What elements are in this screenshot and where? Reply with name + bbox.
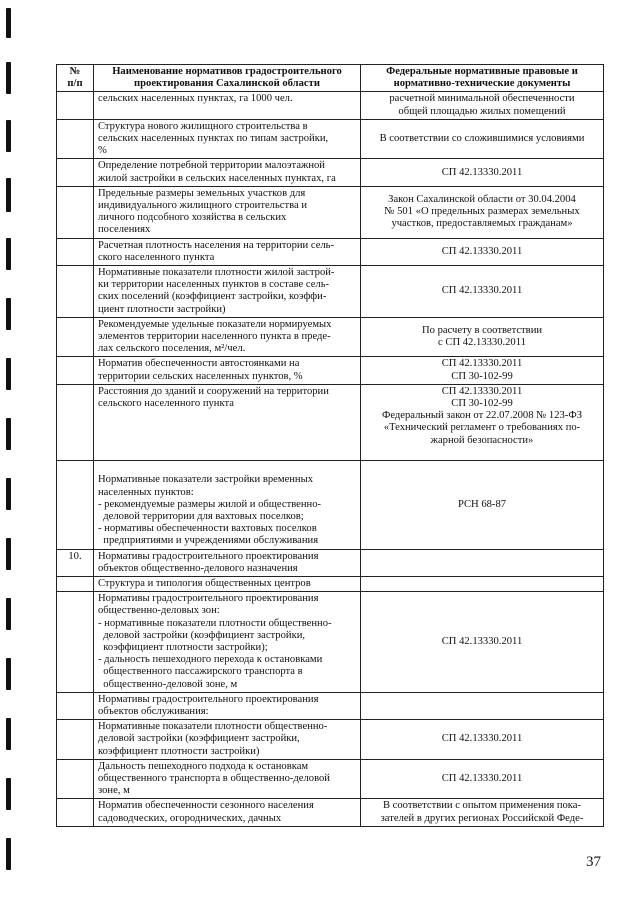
standards-table xyxy=(56,64,604,827)
federal-document-line xyxy=(365,578,599,590)
table-header-row xyxy=(57,65,604,92)
standard-name xyxy=(94,461,361,549)
federal-document-line: № 501 «О предельных размерах земельных xyxy=(384,206,580,218)
standard-name-line: предприятиями и учреждениями обслуживания xyxy=(98,535,319,547)
federal-document xyxy=(361,266,604,318)
standard-name-line: общественно-деловых зон: xyxy=(98,605,220,617)
table-row xyxy=(57,799,604,826)
federal-document-line: СП 42.13330.2011 xyxy=(441,385,523,397)
header-docs-line: нормативно-технические документы xyxy=(393,78,571,90)
federal-document-line: СП 30-102-99 xyxy=(451,398,513,410)
federal-document-line: с СП 42.13330.2011 xyxy=(438,337,526,349)
standard-name xyxy=(94,186,361,238)
standard-name-line: Рекомендуемые удельные показатели нормируемых xyxy=(98,318,332,330)
federal-document-line: СП 42.13330.2011 xyxy=(441,772,523,784)
standard-name-line: ских поселений (коэффициент застройки, коэффи- xyxy=(98,291,327,303)
binder-mark xyxy=(6,718,11,750)
table-row xyxy=(57,720,604,760)
standard-name-line: деловой застройки (коэффициент застройки, xyxy=(98,733,300,745)
standard-name-line: Нормативные показатели плотности жилой застрой- xyxy=(98,267,335,279)
row-number xyxy=(57,759,94,799)
standard-name xyxy=(94,692,361,719)
federal-document-line: СП 42.13330.2011 xyxy=(441,358,523,370)
standard-name-line: Нормативы градостроительного проектирования xyxy=(98,593,319,605)
federal-document xyxy=(361,592,604,693)
federal-document xyxy=(361,92,604,119)
row-number xyxy=(57,799,94,826)
row-number xyxy=(57,384,94,460)
standard-name xyxy=(94,799,361,826)
standard-name xyxy=(94,357,361,384)
standard-name-line: коэффициент плотности застройки); xyxy=(98,641,268,653)
binder-mark xyxy=(6,178,11,212)
federal-document xyxy=(361,119,604,159)
federal-document-line: СП 42.13330.2011 xyxy=(441,285,523,297)
page-number: 37 xyxy=(586,854,601,870)
standard-name-line: общественного транспорта в общественно-деловой xyxy=(98,772,330,784)
standard-name xyxy=(94,759,361,799)
table-row xyxy=(57,266,604,318)
table-row xyxy=(57,384,604,460)
federal-document-line: Федеральный закон от 22.07.2008 № 123-ФЗ xyxy=(381,410,583,422)
standard-name xyxy=(94,720,361,760)
row-number xyxy=(57,238,94,265)
standard-name-line: территории сельских населенных пунктов, % xyxy=(98,370,303,382)
federal-document-line: В соответствии со сложившимися условиями xyxy=(379,133,585,145)
header-standards-name xyxy=(94,65,361,92)
binder-mark xyxy=(6,8,11,38)
standard-name-line: - дальность пешеходного перехода к остановками xyxy=(98,654,323,666)
standard-name-line: коэффициент плотности застройки) xyxy=(98,745,260,757)
standard-name xyxy=(94,576,361,591)
binder-mark xyxy=(6,418,11,450)
standard-name-line: Расстояния до зданий и сооружений на территории xyxy=(98,385,329,397)
standard-name-line xyxy=(98,462,356,474)
standard-name-line: объектов общественно-делового назначения xyxy=(98,562,298,574)
table-row xyxy=(57,317,604,357)
federal-document xyxy=(361,317,604,357)
federal-document-line: СП 30-102-99 xyxy=(451,370,513,382)
row-number xyxy=(57,357,94,384)
header-number-line: № xyxy=(69,66,81,77)
standard-name-line: лах сельского поселения, м²/чел. xyxy=(98,343,246,355)
table-row xyxy=(57,357,604,384)
binder-mark xyxy=(6,538,11,570)
federal-document-line: участков, предоставляемых гражданам» xyxy=(391,218,573,230)
binder-mark xyxy=(6,238,11,270)
federal-document-line xyxy=(365,700,599,712)
header-docs-line: Федеральные нормативные правовые и xyxy=(386,66,578,77)
federal-document xyxy=(361,549,604,576)
standard-name-line: садоводческих, огороднических, дачных xyxy=(98,812,282,824)
federal-document xyxy=(361,384,604,460)
table-row xyxy=(57,576,604,591)
federal-document xyxy=(361,357,604,384)
header-number-line: п/п xyxy=(67,78,83,90)
table-row xyxy=(57,119,604,159)
standard-name xyxy=(94,549,361,576)
row-number: 10. xyxy=(57,549,94,576)
federal-document-line: расчетной минимальной обеспеченности xyxy=(389,93,575,105)
standard-name-line: объектов обслуживания: xyxy=(98,705,209,717)
standard-name-line: циент плотности застройки) xyxy=(98,303,226,315)
binder-mark xyxy=(6,658,11,690)
table-row xyxy=(57,759,604,799)
header-number xyxy=(57,65,94,92)
standard-name-line: ского населенного пункта xyxy=(98,251,215,263)
federal-document-line xyxy=(365,557,599,569)
header-name-line: Наименование нормативов градостроительного xyxy=(112,66,342,77)
row-number xyxy=(57,576,94,591)
row-number xyxy=(57,592,94,693)
standard-name-line: сельских населенных пунктах по типам застройки, xyxy=(98,133,329,145)
standard-name-line: жилой застройки в сельских населенных пунктах, га xyxy=(98,172,336,184)
standard-name xyxy=(94,119,361,159)
row-number xyxy=(57,186,94,238)
federal-document-line xyxy=(365,447,599,459)
federal-document xyxy=(361,461,604,549)
header-name-line: проектирования Сахалинской области xyxy=(134,78,320,90)
table-row xyxy=(57,238,604,265)
binder-mark xyxy=(6,298,11,330)
binder-mark xyxy=(6,838,11,870)
standard-name-line: личного подсобного хозяйства в сельских xyxy=(98,212,287,224)
table-row xyxy=(57,159,604,186)
federal-document-line: В соответствии с опытом применения пока- xyxy=(382,800,582,812)
federal-document-line: СП 42.13330.2011 xyxy=(441,245,523,257)
standard-name-line: общественно-деловой зоне, м xyxy=(98,678,238,690)
standard-name-line: - нормативы обеспеченности вахтовых поселков xyxy=(98,523,317,535)
standard-name-line: ки территории населенных пунктов в составе сель- xyxy=(98,279,330,291)
standard-name-line: зоне, м xyxy=(98,785,130,797)
federal-document-line: По расчету в соответствии xyxy=(421,324,543,336)
standard-name xyxy=(94,384,361,460)
row-number xyxy=(57,720,94,760)
federal-document xyxy=(361,576,604,591)
standard-name xyxy=(94,92,361,119)
row-number xyxy=(57,317,94,357)
binder-mark xyxy=(6,120,11,152)
standard-name-line: деловой территории для вахтовых поселков; xyxy=(98,510,304,522)
standard-name-line: индивидуального жилищного строительства и xyxy=(98,200,308,212)
binder-mark xyxy=(6,478,11,510)
standard-name-line: - нормативные показатели плотности общественно- xyxy=(98,617,332,629)
standard-name-line: Нормативы градостроительного проектирования xyxy=(98,550,319,562)
table-row xyxy=(57,186,604,238)
standard-name xyxy=(94,592,361,693)
row-number xyxy=(57,461,94,549)
table-row xyxy=(57,461,604,549)
row-number xyxy=(57,266,94,318)
standard-name-line: Определение потребной территории малоэтажной xyxy=(98,160,325,172)
standard-name-line: Дальность пешеходного подхода к остановкам xyxy=(98,760,309,772)
row-number xyxy=(57,159,94,186)
table-row xyxy=(57,692,604,719)
standard-name-line: деловой застройки (коэффициент застройки, xyxy=(98,629,306,641)
standard-name-line: Расчетная плотность населения на территории сель- xyxy=(98,239,335,251)
row-number xyxy=(57,692,94,719)
federal-document xyxy=(361,799,604,826)
standard-name-line: сельских населенных пунктах, га 1000 чел. xyxy=(98,93,293,105)
standard-name-line: населенных пунктов: xyxy=(98,486,194,498)
standard-name xyxy=(94,266,361,318)
federal-document xyxy=(361,692,604,719)
standard-name-line: Структура нового жилищного строительства в xyxy=(98,120,308,132)
standard-name-line: Предельные размеры земельных участков для xyxy=(98,187,306,199)
standard-name-line: Норматив обеспеченности автостоянками на xyxy=(98,358,300,370)
standard-name-line: Нормативные показатели застройки временных xyxy=(98,474,314,486)
standard-name-line: % xyxy=(98,145,107,157)
table-row xyxy=(57,549,604,576)
federal-document-line: СП 42.13330.2011 xyxy=(441,635,523,647)
standard-name-line: - рекомендуемые размеры жилой и общественно- xyxy=(98,498,322,510)
federal-document-line: СП 42.13330.2011 xyxy=(441,166,523,178)
binder-mark xyxy=(6,778,11,810)
standard-name-line: Норматив обеспеченности сезонного населения xyxy=(98,800,314,812)
federal-document xyxy=(361,238,604,265)
federal-document xyxy=(361,186,604,238)
standard-name-line: Нормативные показатели плотности общественно- xyxy=(98,721,328,733)
federal-document xyxy=(361,159,604,186)
federal-document-line: СП 42.13330.2011 xyxy=(441,733,523,745)
federal-document-line: зателей в других регионах Российской Феде- xyxy=(380,812,584,824)
binder-mark xyxy=(6,358,11,390)
federal-document-line: РСН 68-87 xyxy=(457,498,507,510)
table-row xyxy=(57,592,604,693)
table-row xyxy=(57,92,604,119)
federal-document-line: общей площадью жилых помещений xyxy=(398,105,566,117)
row-number xyxy=(57,92,94,119)
federal-document-line: Закон Сахалинской области от 30.04.2004 xyxy=(388,193,576,205)
standard-name xyxy=(94,317,361,357)
federal-document xyxy=(361,759,604,799)
standard-name-line: Нормативы градостроительного проектирования xyxy=(98,693,319,705)
standard-name xyxy=(94,238,361,265)
standard-name-line: сельского населенного пункта xyxy=(98,398,234,410)
binder-mark xyxy=(6,598,11,630)
standard-name-line: Структура и типология общественных центров xyxy=(98,577,311,589)
row-number xyxy=(57,119,94,159)
federal-document-line: жарной безопасности» xyxy=(430,434,534,446)
federal-document-line: «Технический регламент о требованиях по- xyxy=(383,422,581,434)
standard-name-line: общественного пассажирского транспорта в xyxy=(98,666,303,678)
table-body xyxy=(57,92,604,826)
standard-name-line: элементов территории населенного пункта в преде- xyxy=(98,331,331,343)
header-federal-documents xyxy=(361,65,604,92)
federal-document xyxy=(361,720,604,760)
standard-name xyxy=(94,159,361,186)
standard-name-line: поселениях xyxy=(98,224,151,236)
binder-mark xyxy=(6,62,11,94)
